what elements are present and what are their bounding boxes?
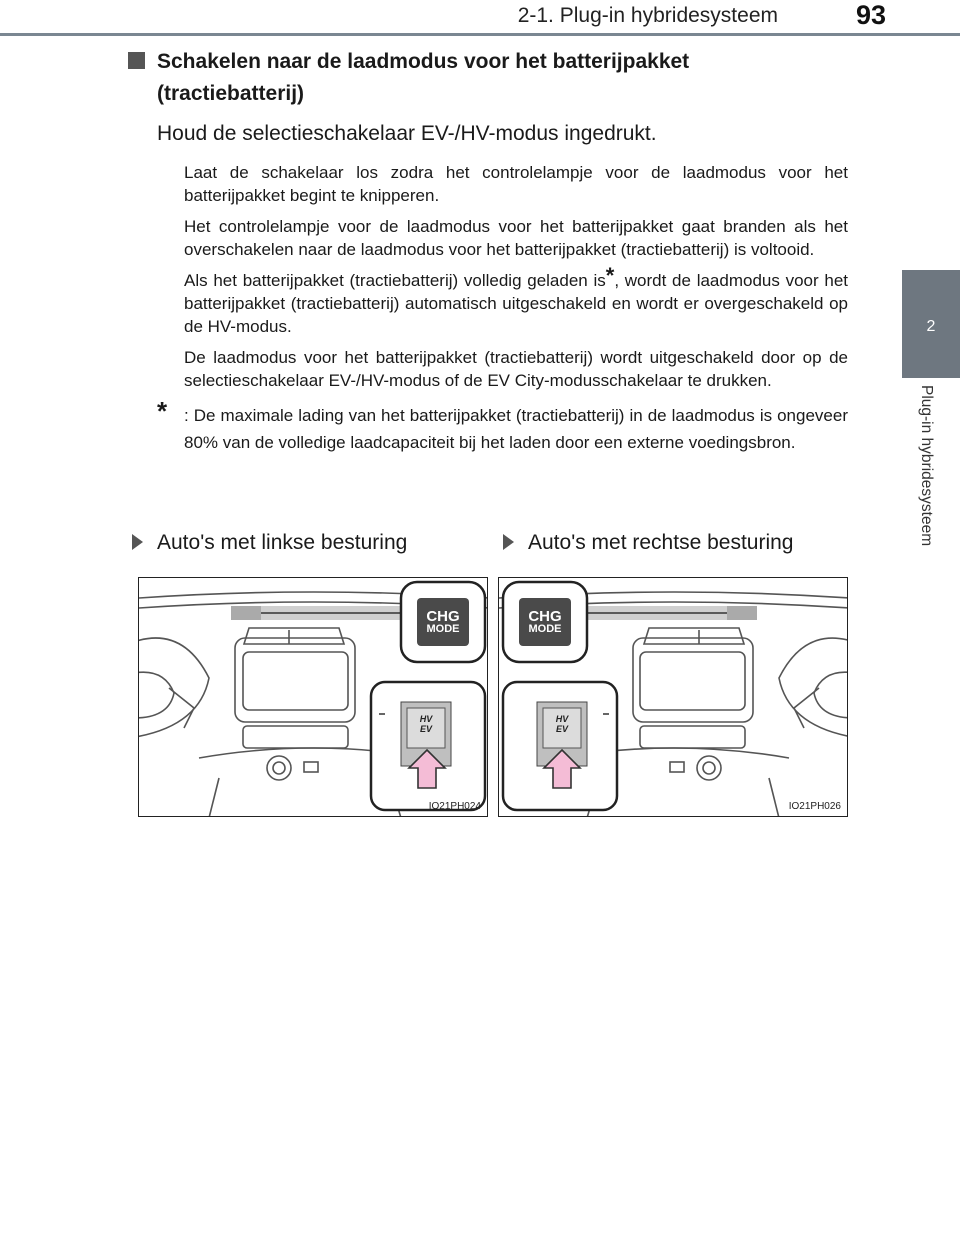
square-bullet-icon [128,52,145,69]
ev-hv-mode-switch: HV EV [419,714,433,734]
figure-code: IO21PH024 [428,801,481,812]
heading-left-hand-drive: Auto's met linkse besturing [132,531,407,555]
ev-hv-mode-switch: HV EV [555,714,569,734]
footnote-text: : De maximale lading van het batterijpakket (tractiebatterij) in de laadmodus is ongeveer 80% van de volledige laadcapaciteit bij het laden door een externe voedingsbron. [184,406,848,452]
instruction-text: Houd de selectieschakelaar EV-/HV-modus ingedrukt. [157,122,657,145]
footnote-ref: * [605,263,615,289]
figure-code: IO21PH026 [788,801,841,812]
triangle-bullet-icon [503,534,514,550]
figure-left-hand-drive [138,577,488,817]
side-tab-number: 2 [926,318,936,335]
section-title: Schakelen naar de laadmodus voor het batterijpakket (tractiebatterij) [128,46,848,110]
heading-right-hand-drive: Auto's met rechtse besturing [503,531,793,555]
section-charge-mode [128,46,848,456]
figure-right-hand-drive [498,577,848,817]
paragraph-full-charge: Als het batterijpakket (tractiebatterij) volledig geladen is*, wordt de laadmodus voor het batterijpakket (tractiebatterij) automatisch uitgeschakeld en wordt er overgeschakeld op de HV-modus. [184,263,849,336]
header-divider [0,33,960,36]
page-number: 93 [855,0,886,30]
chg-mode-indicator: CHG MODE [528,608,562,635]
paragraph-release-switch: Laat de schakelaar los zodra het controlelampje voor de laadmodus voor het batterijpakket begint te knipperen. [184,163,848,205]
footnote-marker: * [157,396,168,426]
chapter-header: 2-1. Plug-in hybridesysteem [517,4,778,27]
paragraph-cancel-mode: De laadmodus voor het batterijpakket (tractiebatterij) wordt uitgeschakeld door op de selectieschakelaar EV-/HV-modus of de EV City-modusschakelaar te drukken. [184,348,848,390]
triangle-bullet-icon [132,534,143,550]
paragraph-indicator-on: Het controlelampje voor de laadmodus voor het batterijpakket gaat branden als het overschakelen naar de laadmodus voor het batterijpakket (tractiebatterij) is voltooid. [184,217,848,259]
footnote [128,396,848,456]
side-tab-label: Plug-in hybridesysteem [918,385,935,547]
chg-mode-indicator: CHG MODE [426,608,460,635]
